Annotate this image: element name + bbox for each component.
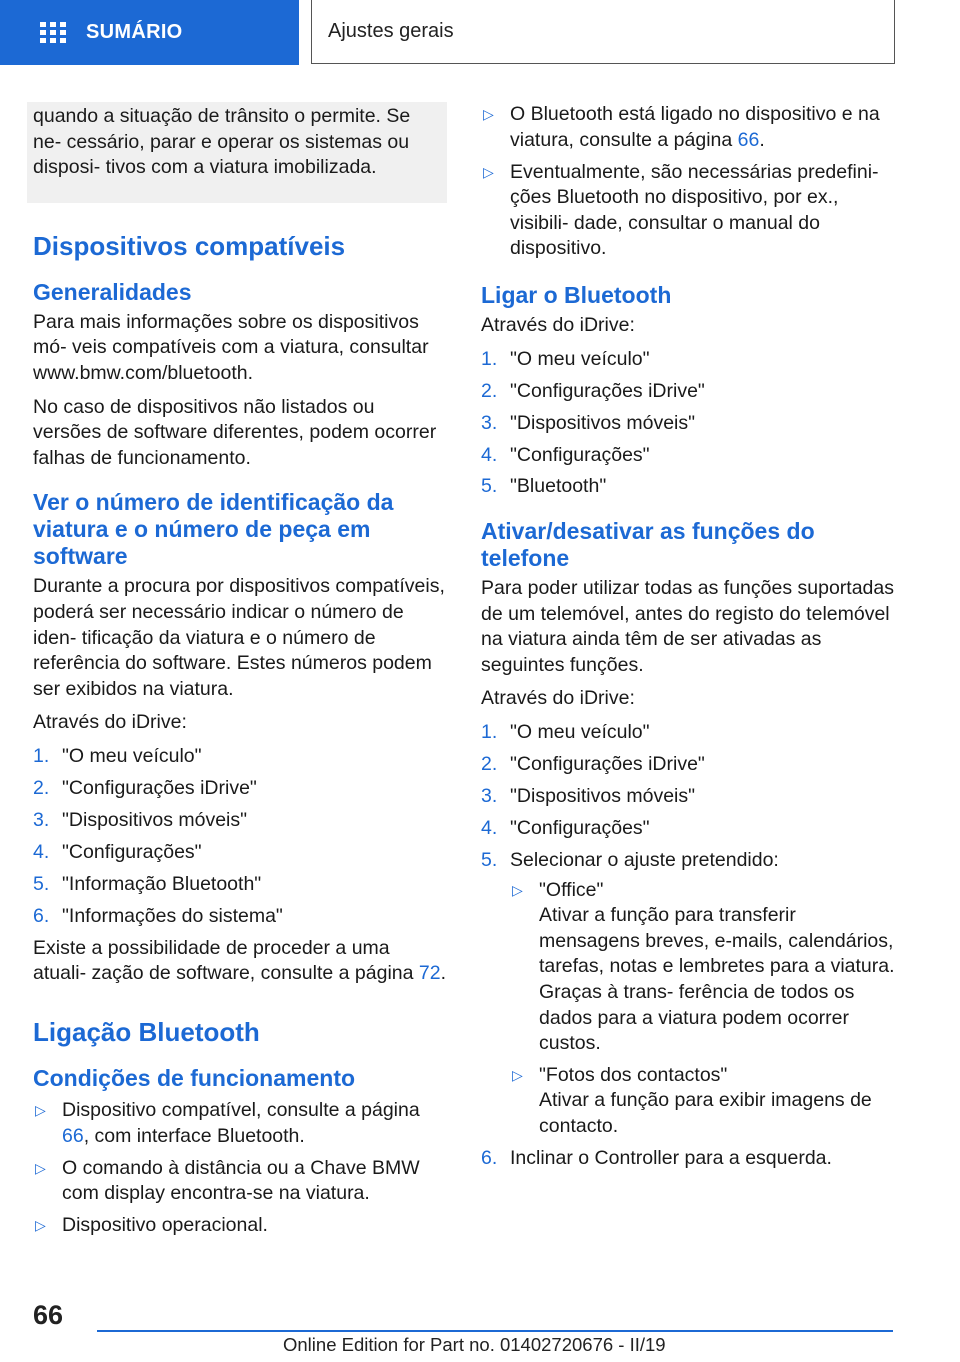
page-number: 66	[33, 1300, 64, 1330]
list-item: 3. "Dispositivos móveis"	[481, 785, 696, 808]
list-item: ▷ Dispositivo compatível, consulte a página 66, com interface Bluetooth.	[35, 1099, 420, 1147]
footer-edition: Online Edition for Part no. 01402720676 - II/19	[283, 1334, 666, 1355]
list-item: 4. "Configurações"	[33, 840, 202, 863]
list-item: 5. Selecionar o ajuste pretendido: ▷ "Office" Ativar a função para transferir mensagens breves, e-mails, calendários, tarefas, notas e lembretes para a viatura. Graças à trans- ferência de todos os dados para a viatura podem ocorrer custos. ▷ "Fotos dos contactos" Ativar a função para exibir imagens de contacto.	[481, 848, 895, 1140]
paragraph-general-2: No caso de dispositivos não listados ou versões de software diferentes, podem ocorrer falhas de funcionamento.	[33, 395, 437, 469]
paragraph-general-1: Para mais informações sobre os dispositivos mó- veis compatíveis com a viatura, consultar www.bmw.com/bluetooth.	[33, 310, 429, 384]
footer-divider	[97, 1330, 893, 1332]
left-column	[33, 102, 447, 1245]
sub-options	[510, 878, 895, 1140]
section-title: Ajustes gerais	[328, 20, 454, 42]
list-item: 4. "Configurações"	[481, 817, 650, 839]
paragraph-update: Existe a possibilidade de proceder a uma atuali- zação de software, consulte a página 72.	[33, 936, 447, 985]
identification-steps	[33, 744, 447, 930]
via-idrive-text: Através do iDrive:	[481, 313, 635, 336]
heading-conditions: Condições de funcionamento	[33, 1065, 356, 1091]
list-item: 5. "Bluetooth"	[481, 475, 607, 498]
heading-bluetooth-connection: Ligação Bluetooth	[33, 1017, 260, 1047]
triangle-bullet-icon: ▷	[483, 163, 494, 180]
heading-general: Generalidades	[33, 278, 192, 305]
list-item: ▷ Eventualmente, são necessárias predefini- ções Bluetooth no dispositivo, por ex., visibili- dade, consultar o manual do dispositivo.	[483, 160, 879, 260]
conditions-list	[33, 1098, 447, 1239]
paragraph-identification: Durante a procura por dispositivos compatíveis, poderá ser necessário indicar o número de iden- tificação da viatura e o número de referência do software. Estes números podem ser exibidos na viatura.	[33, 575, 445, 700]
function-steps	[481, 720, 895, 1171]
section-title-box	[311, 0, 895, 64]
sumario-label: SUMÁRIO	[86, 21, 183, 43]
list-item: 4. "Configurações"	[481, 443, 650, 466]
note-text: quando a situação de trânsito o permite. Se ne- cessário, parar e operar os sistemas ou disposi- tivos com a viatura imobilizada.	[33, 105, 411, 179]
sumario-button[interactable]	[0, 0, 299, 65]
via-idrive-text: Através do iDrive:	[33, 711, 187, 734]
conditions-list-continued	[481, 102, 895, 262]
list-item: 1. "O meu veículo"	[481, 721, 650, 744]
note-box	[27, 102, 447, 203]
list-item: 3. "Dispositivos móveis"	[481, 411, 696, 434]
list-item: ▷ Dispositivo operacional.	[33, 1213, 447, 1239]
heading-phone-functions: Ativar/desativar as funções do telefone	[481, 518, 815, 572]
via-idrive-text: Através do iDrive:	[481, 687, 635, 710]
paragraph-phone-functions: Para poder utilizar todas as funções suportadas de um telemóvel, antes do registo do telemóvel na viatura ainda têm de ser ativadas as seguintes funções.	[481, 577, 894, 676]
list-item: 2. "Configurações iDrive"	[33, 776, 257, 799]
list-item: 2. "Configurações iDrive"	[481, 753, 705, 776]
triangle-bullet-icon: ▷	[35, 1159, 46, 1176]
list-item: ▷ O comando à distância ou a Chave BMW com display encontra-se na viatura.	[35, 1156, 420, 1205]
triangle-bullet-icon: ▷	[35, 1102, 46, 1118]
list-item: 3. "Dispositivos móveis"	[33, 808, 248, 831]
list-item: ▷ "Fotos dos contactos" Ativar a função para exibir imagens de contacto.	[512, 1063, 872, 1137]
list-item: 2. "Configurações iDrive"	[481, 379, 705, 402]
list-item: ▷ "Office" Ativar a função para transferir mensagens breves, e-mails, calendários, tarefas, notas e lembretes para a viatura. Graças à trans- ferência de todos os dados para a viatura podem ocorrer custos.	[512, 878, 895, 1055]
heading-compatible-devices: Dispositivos compatíveis	[33, 230, 346, 261]
grid-menu-icon	[40, 22, 66, 44]
right-column	[481, 102, 895, 1178]
page-link-66[interactable]: 66	[62, 1124, 84, 1147]
list-item: ▷ O Bluetooth está ligado no dispositivo e na viatura, consulte a página 66.	[483, 103, 880, 151]
heading-identification: Ver o número de identificação da viatura e o número de peça em software	[33, 489, 394, 570]
heading-turn-on-bluetooth: Ligar o Bluetooth	[481, 281, 672, 308]
list-item: 1. "O meu veículo"	[33, 744, 202, 767]
page-link-72[interactable]: 72	[418, 962, 441, 985]
triangle-bullet-icon: ▷	[512, 1066, 523, 1083]
list-item: 5. "Informação Bluetooth"	[33, 872, 262, 895]
page-link-66[interactable]: 66	[737, 128, 760, 151]
triangle-bullet-icon: ▷	[512, 881, 523, 898]
triangle-bullet-icon: ▷	[35, 1217, 46, 1234]
bluetooth-steps	[481, 347, 895, 501]
list-item: 6. "Informações do sistema"	[33, 904, 283, 927]
list-item: 6. Inclinar o Controller para a esquerda.	[481, 1146, 832, 1169]
triangle-bullet-icon: ▷	[483, 106, 494, 122]
list-item: 1. "O meu veículo"	[481, 347, 650, 370]
